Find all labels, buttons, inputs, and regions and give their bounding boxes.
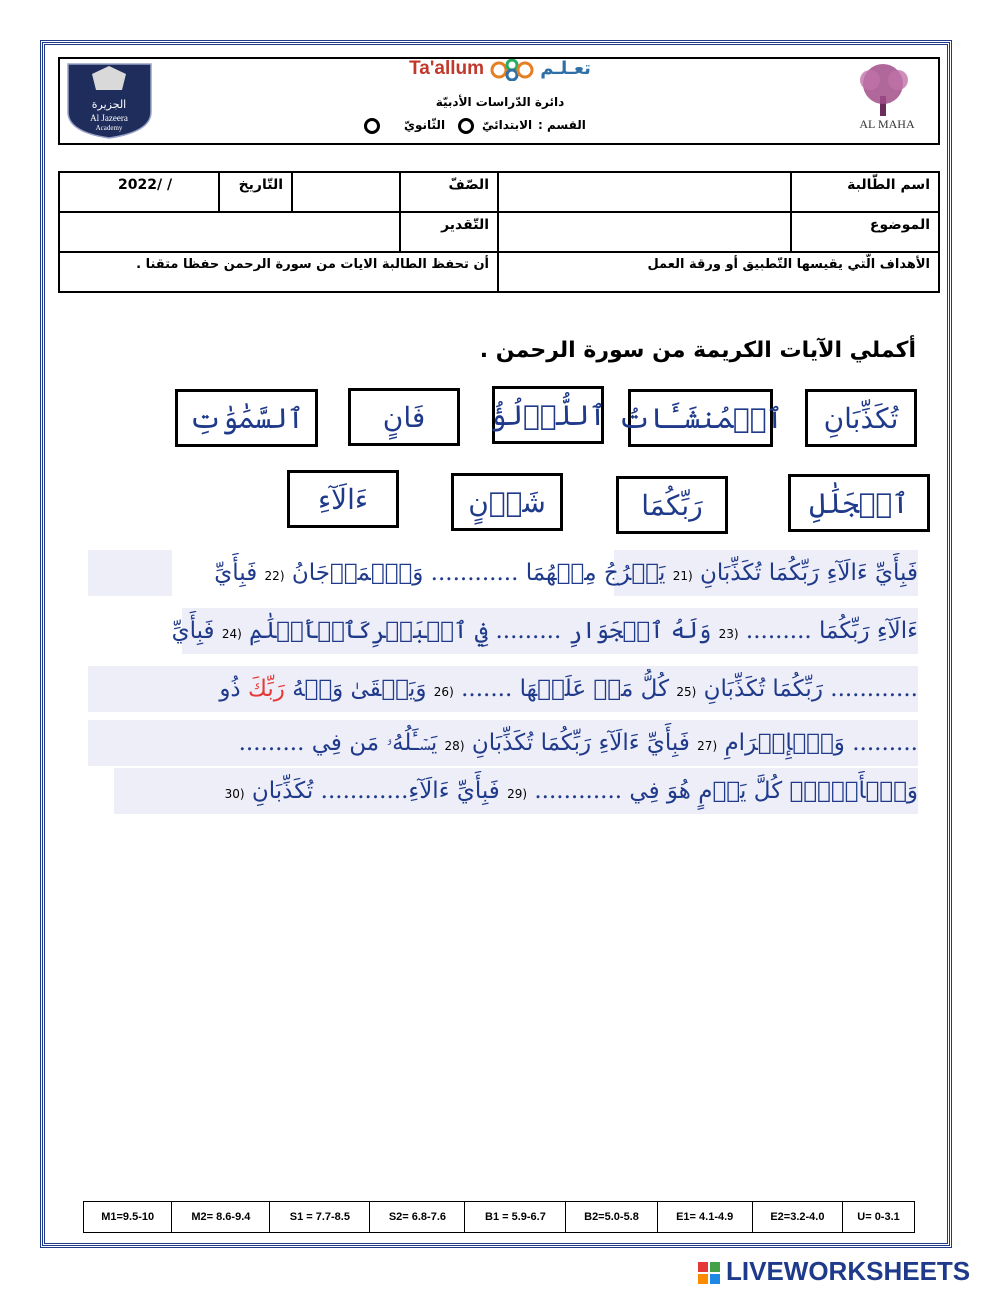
liveworksheets-watermark — [698, 1256, 970, 1287]
objectives-label: الأهداف الّتي يقيسها التّطبيق أو ورقة العمل — [498, 252, 939, 292]
secondary-radio[interactable] — [364, 118, 380, 134]
word-tile[interactable]: رَبِّكُمَا — [616, 476, 728, 534]
dept-title: دائرة الدّراسات الأدبيّة — [435, 94, 565, 109]
logo-ar-text: الجزيرة — [91, 98, 127, 111]
liveworksheets-icon — [698, 1262, 720, 1284]
secondary-label: الثّانويّ — [404, 118, 446, 132]
grade-cell: M1=9.5-10 — [84, 1202, 172, 1233]
class-label: الصّفّ — [400, 172, 498, 212]
subject-field[interactable] — [498, 212, 791, 252]
grade-cell: E2=3.2-4.0 — [752, 1202, 842, 1233]
taallum-logo — [360, 58, 640, 148]
grade-cell: M2= 8.6-9.4 — [172, 1202, 270, 1233]
student-name-label: اسم الطّالبة — [791, 172, 939, 212]
primary-radio[interactable] — [458, 118, 474, 134]
word-tile[interactable]: ٱلسَّمَٰوَٰتِ — [175, 389, 318, 447]
verse-line-1: فَبِأَيِّ ءَالَآءِ رَبِّكُمَا تُكَذِّبَانِ (21 يَخۡرُجُ مِنۡهُمَا ............ وَٱلۡمَرۡجَانُ (22 فَبِأَيِّ — [214, 560, 918, 586]
subject-label: الموضوع — [791, 212, 939, 252]
grade-cell: S1 = 7.7-8.5 — [270, 1202, 370, 1233]
verse-line-4: ......... وَٱلۡإِكۡرَامِ (27 فَبِأَيِّ ءَالَآءِ رَبِّكُمَا تُكَذِّبَانِ (28 يَسۡـَٔلُهُۥ مَن فِي ......... — [238, 730, 918, 756]
watermark-text: LIVEWORKSHEETS — [726, 1256, 971, 1286]
word-tile[interactable]: ءَالَآءِ — [287, 470, 399, 528]
class-field[interactable] — [292, 172, 400, 212]
word-tile[interactable]: ٱلۡجَلَٰلِ — [788, 474, 930, 532]
verse-line-2: ءَالَآءِ رَبِّكُمَا ......... (23 وَلَهُ ٱلۡجَوَارِ ......... فِي ٱلۡبَحۡرِكَٱلۡأَعۡلَٰمِ (24 فَبِأَيِّ — [171, 618, 918, 644]
section-label: القسم : — [538, 118, 586, 132]
al-jazeera-logo — [62, 60, 157, 140]
student-name-field[interactable] — [498, 172, 791, 212]
brand-en: Ta'allum — [409, 58, 485, 79]
word-tile[interactable]: فَانٍ — [348, 388, 460, 446]
grade-label: التّقدير — [400, 212, 498, 252]
word-tile[interactable]: تُكَذِّبَانِ — [805, 389, 917, 447]
word-tile[interactable]: ٱللُّؤۡلُؤُ — [492, 386, 604, 444]
knot-icon — [489, 59, 535, 81]
word-tile[interactable]: ٱلۡمُنشَـَٔاتُ — [628, 389, 773, 447]
verse-line-5: وَٱلۡأَرۡضِۚ كُلَّ يَوۡمٍ هُوَ فِي ............ (29 فَبِأَيِّ ءَالَآءِ............ تُكَذِّبَانِ (30 — [224, 778, 918, 804]
instruction: أكملي الآيات الكريمة من سورة الرحمن . — [479, 338, 916, 363]
student-info-table — [58, 171, 940, 293]
grade-cell: B2=5.0-5.8 — [566, 1202, 657, 1233]
objectives-value: أن تحفظ الطالبة الايات من سورة الرحمن حفظا متقنا . — [59, 252, 498, 292]
primary-label: الابتدائيّ — [482, 118, 533, 132]
logo-en-text: Al Jazeera — [90, 113, 128, 123]
word-tile[interactable]: شَأۡنٍ — [451, 473, 563, 531]
grade-cell: E1= 4.1-4.9 — [657, 1202, 752, 1233]
date-value[interactable]: 2022/ / — [59, 172, 219, 212]
grade-field[interactable] — [59, 212, 400, 252]
verse-line-3: ............ رَبِّكُمَا تُكَذِّبَانِ (25 كُلُّ مَنۡ عَلَيۡهَا ....... (26 وَيَبۡقَىٰ وَجۡهُ رَبِّكَ ذُو — [219, 676, 918, 702]
date-label: التّاريخ — [219, 172, 292, 212]
grade-scale-table — [83, 1201, 915, 1233]
al-maha-text: AL MAHA — [859, 117, 915, 131]
brand-ar: تعـلـم — [540, 58, 591, 79]
al-maha-logo — [840, 60, 935, 140]
logo-sub-text: Academy — [95, 124, 123, 132]
grade-cell: U= 0-3.1 — [843, 1202, 915, 1233]
grade-cell: S2= 6.8-7.6 — [370, 1202, 465, 1233]
grade-cell: B1 = 5.9-6.7 — [465, 1202, 566, 1233]
